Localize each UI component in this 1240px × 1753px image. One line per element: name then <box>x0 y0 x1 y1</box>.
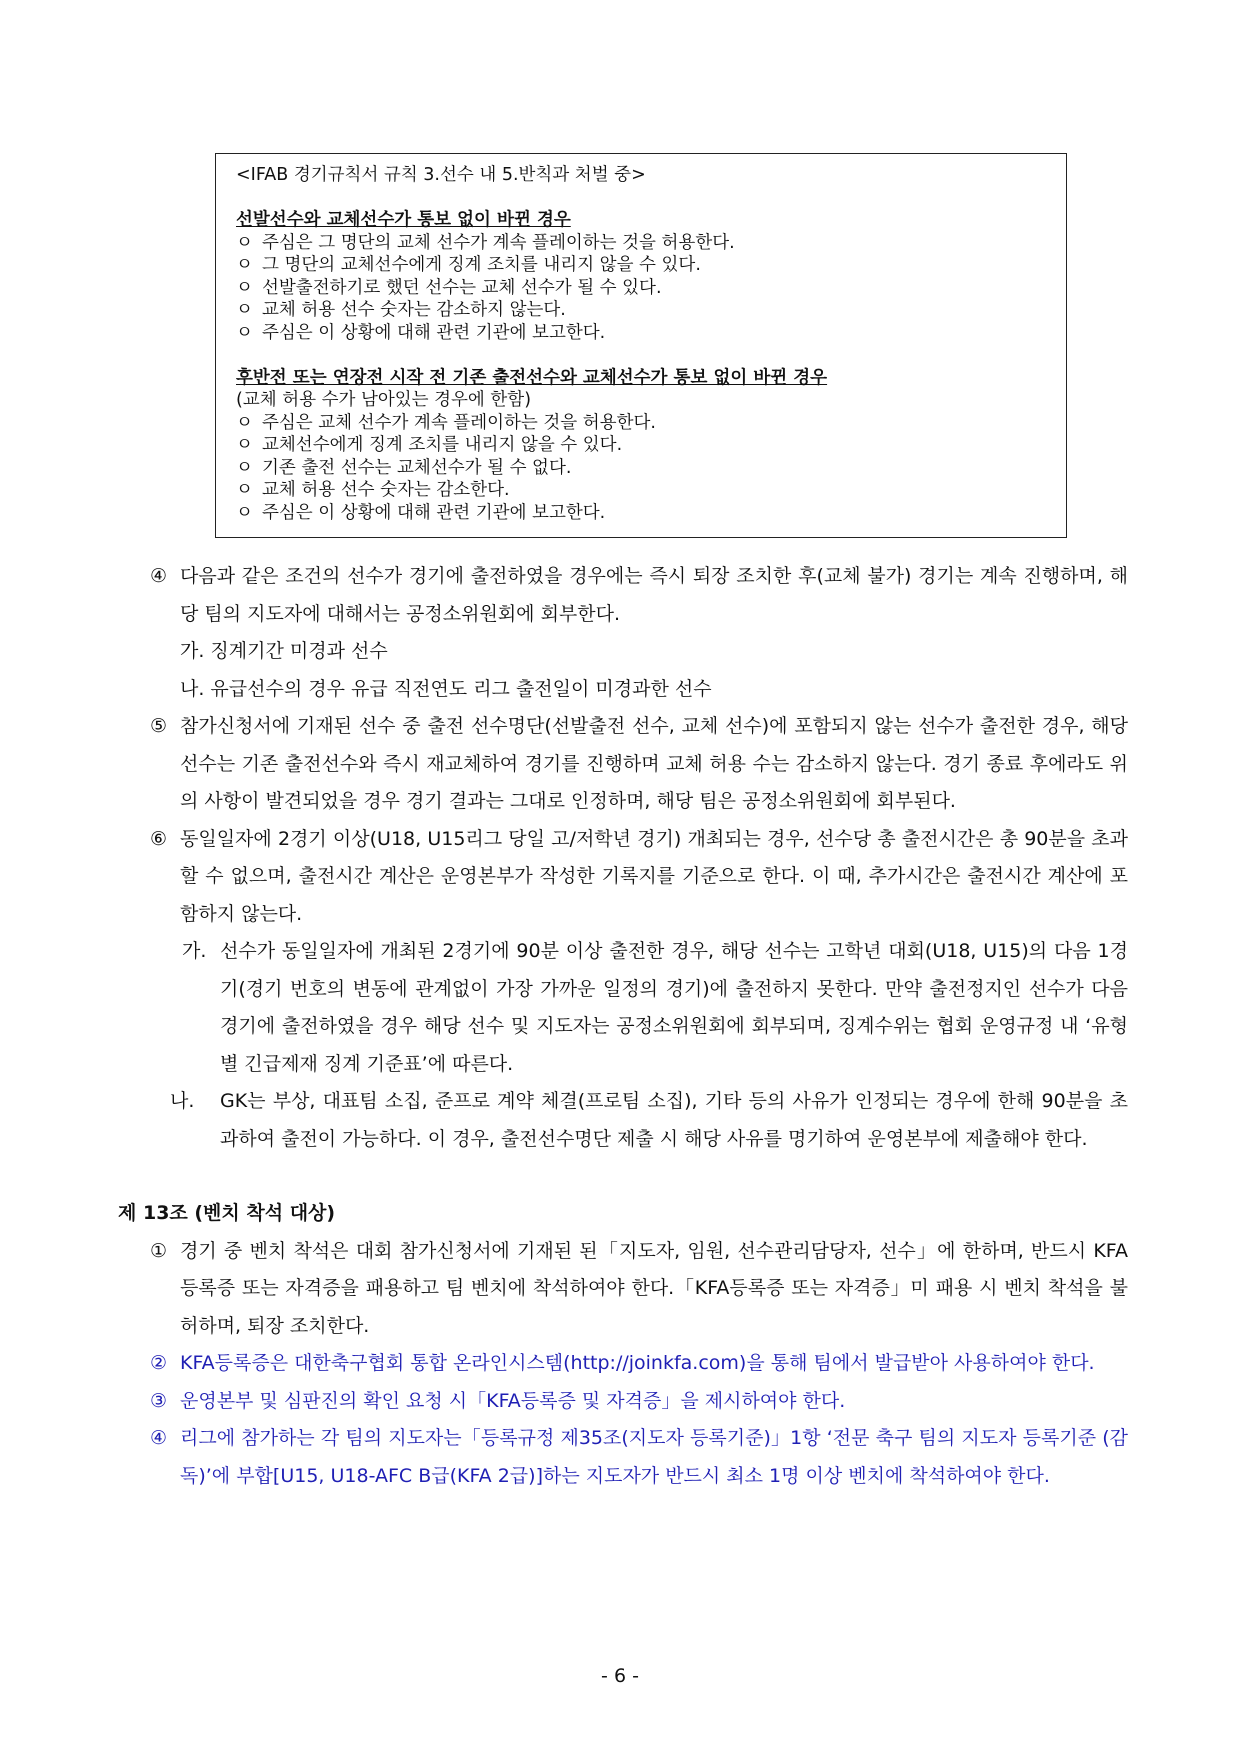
paragraph-5: ⑤ 참가신청서에 기재된 선수 중 출전 선수명단(선발출전 선수, 교체 선수)에 포함되지 않는 선수가 출전한 경우, 해당 선수는 기존 출전선수와 즉시 재교체하여 경기를 진행하며 교체 허용 수는 감소하지 않는다. 경기 종료 후에라도 위의 사항이 발견되었을 경우 경기 결과는 그대로 인정하며, 해당 팀은 공정소위원회에 회부된다. <box>150 715 1128 812</box>
article-13-clause-3: ③ 운영본부 및 심판진의 확인 요청 시「KFA등록증 및 자격증」을 제시하여야 한다. <box>150 1389 846 1412</box>
ifab-rule-excerpt-box <box>215 153 1067 538</box>
article-13-clause-2: ② KFA등록증은 대한축구협회 통합 온라인시스템(http://joinkfa.com)을 통해 팀에서 발급받아 사용하여야 한다. <box>150 1352 1095 1374</box>
list-item: ㅇ 교체 허용 선수 숫자는 감소한다. <box>236 480 510 500</box>
list-item: ㅇ 주심은 이 상황에 대해 관련 기관에 보고한다. <box>236 322 606 343</box>
list-item: ㅇ 그 명단의 교체선수에게 징계 조치를 내리지 않을 수 있다. <box>236 255 701 275</box>
paragraph-4-sub-a: 가. 징계기간 미경과 선수 <box>180 640 388 662</box>
article-13-clause-4: ④ 리그에 참가하는 각 팀의 지도자는「등록규정 제35조(지도자 등록기준)」1항 ‘전문 축구 팀의 지도자 등록기준 (감독)’에 부합[U15, U18-AFC B급(KFA 2급)]하는 지도자가 반드시 최소 1명 이상 벤치에 착석하여야 한다. <box>150 1427 1128 1487</box>
list-item: ㅇ 주심은 이 상황에 대해 관련 기관에 보고한다. <box>236 502 606 523</box>
section1-heading: 선발선수와 교체선수가 통보 없이 바뀐 경우 <box>236 210 571 230</box>
list-item: ㅇ 기존 출전 선수는 교체선수가 될 수 없다. <box>236 457 572 478</box>
paragraph-4: ④ 다음과 같은 조건의 선수가 경기에 출전하였을 경우에는 즉시 퇴장 조치한 후(교체 불가) 경기는 계속 진행하며, 해당 팀의 지도자에 대해서는 공정소위원회에 회부한다. <box>150 565 1128 625</box>
list-item: ㅇ 주심은 교체 선수가 계속 플레이하는 것을 허용한다. <box>236 412 656 433</box>
list-item: ㅇ 선발출전하기로 했던 선수는 교체 선수가 될 수 있다. <box>236 277 662 298</box>
list-item: ㅇ 주심은 그 명단의 교체 선수가 계속 플레이하는 것을 허용한다. <box>236 232 735 253</box>
paragraph-6-sub-b: 나. GK는 부상, 대표팀 소집, 준프로 계약 체결(프로팀 소집), 기타 등의 사유가 인정되는 경우에 한해 90분을 초과하여 출전이 가능하다. 이 경우, 출전선수명단 제출 시 해당 사유를 명기하여 운영본부에 제출해야 한다. <box>170 1090 1128 1150</box>
paragraph-6-sub-a: 가. 선수가 동일일자에 개최된 2경기에 90분 이상 출전한 경우, 해당 선수는 고학년 대회(U18, U15)의 다음 1경기(경기 번호의 변동에 관계없이 가장 가까운 일정의 경기)에 출전하지 못한다. 만약 출전정지인 선수가 다음 경기에 출전하였을 경우 해당 선수 및 지도자는 공정소위원회에 회부되며, 징계수위는 협회 운영규정 내 ‘유형별 긴급제재 징계 기준표’에 따른다. <box>182 940 1128 1075</box>
paragraph-4-sub-b: 나. 유급선수의 경우 유급 직전연도 리그 출전일이 미경과한 선수 <box>180 677 712 700</box>
article-13-title: 제 13조 (벤치 착석 대상) <box>118 1202 336 1224</box>
article-13-clause-1: ① 경기 중 벤치 착석은 대회 참가신청서에 기재된 된「지도자, 임원, 선수관리담당자, 선수」에 한하며, 반드시 KFA 등록증 또는 자격증을 패용하고 팀 벤치에 착석하여야 한다.「KFA등록증 또는 자격증」미 패용 시 벤치 착석을 불허하며, 퇴장 조치한다. <box>150 1239 1128 1337</box>
document-body <box>118 558 1128 1495</box>
list-item: ㅇ 교체 허용 선수 숫자는 감소하지 않는다. <box>236 300 566 320</box>
box-title: <IFAB 경기규칙서 규칙 3.선수 내 5.반칙과 처벌 중> <box>236 165 646 185</box>
section2-heading: 후반전 또는 연장전 시작 전 기존 출전선수와 교체선수가 통보 없이 바뀐 경우 <box>236 367 828 388</box>
page-number: - 6 - <box>601 1665 639 1687</box>
paragraph-6: ⑥ 동일일자에 2경기 이상(U18, U15리그 당일 고/저학년 경기) 개최되는 경우, 선수당 총 출전시간은 총 90분을 초과할 수 없으며, 출전시간 계산은 운영본부가 작성한 기록지를 기준으로 한다. 이 때, 추가시간은 출전시간 계산에 포함하지 않는다. <box>150 827 1128 925</box>
section2-note: (교체 허용 수가 남아있는 경우에 한함) <box>236 390 532 410</box>
list-item: ㅇ 교체선수에게 징계 조치를 내리지 않을 수 있다. <box>236 435 623 455</box>
